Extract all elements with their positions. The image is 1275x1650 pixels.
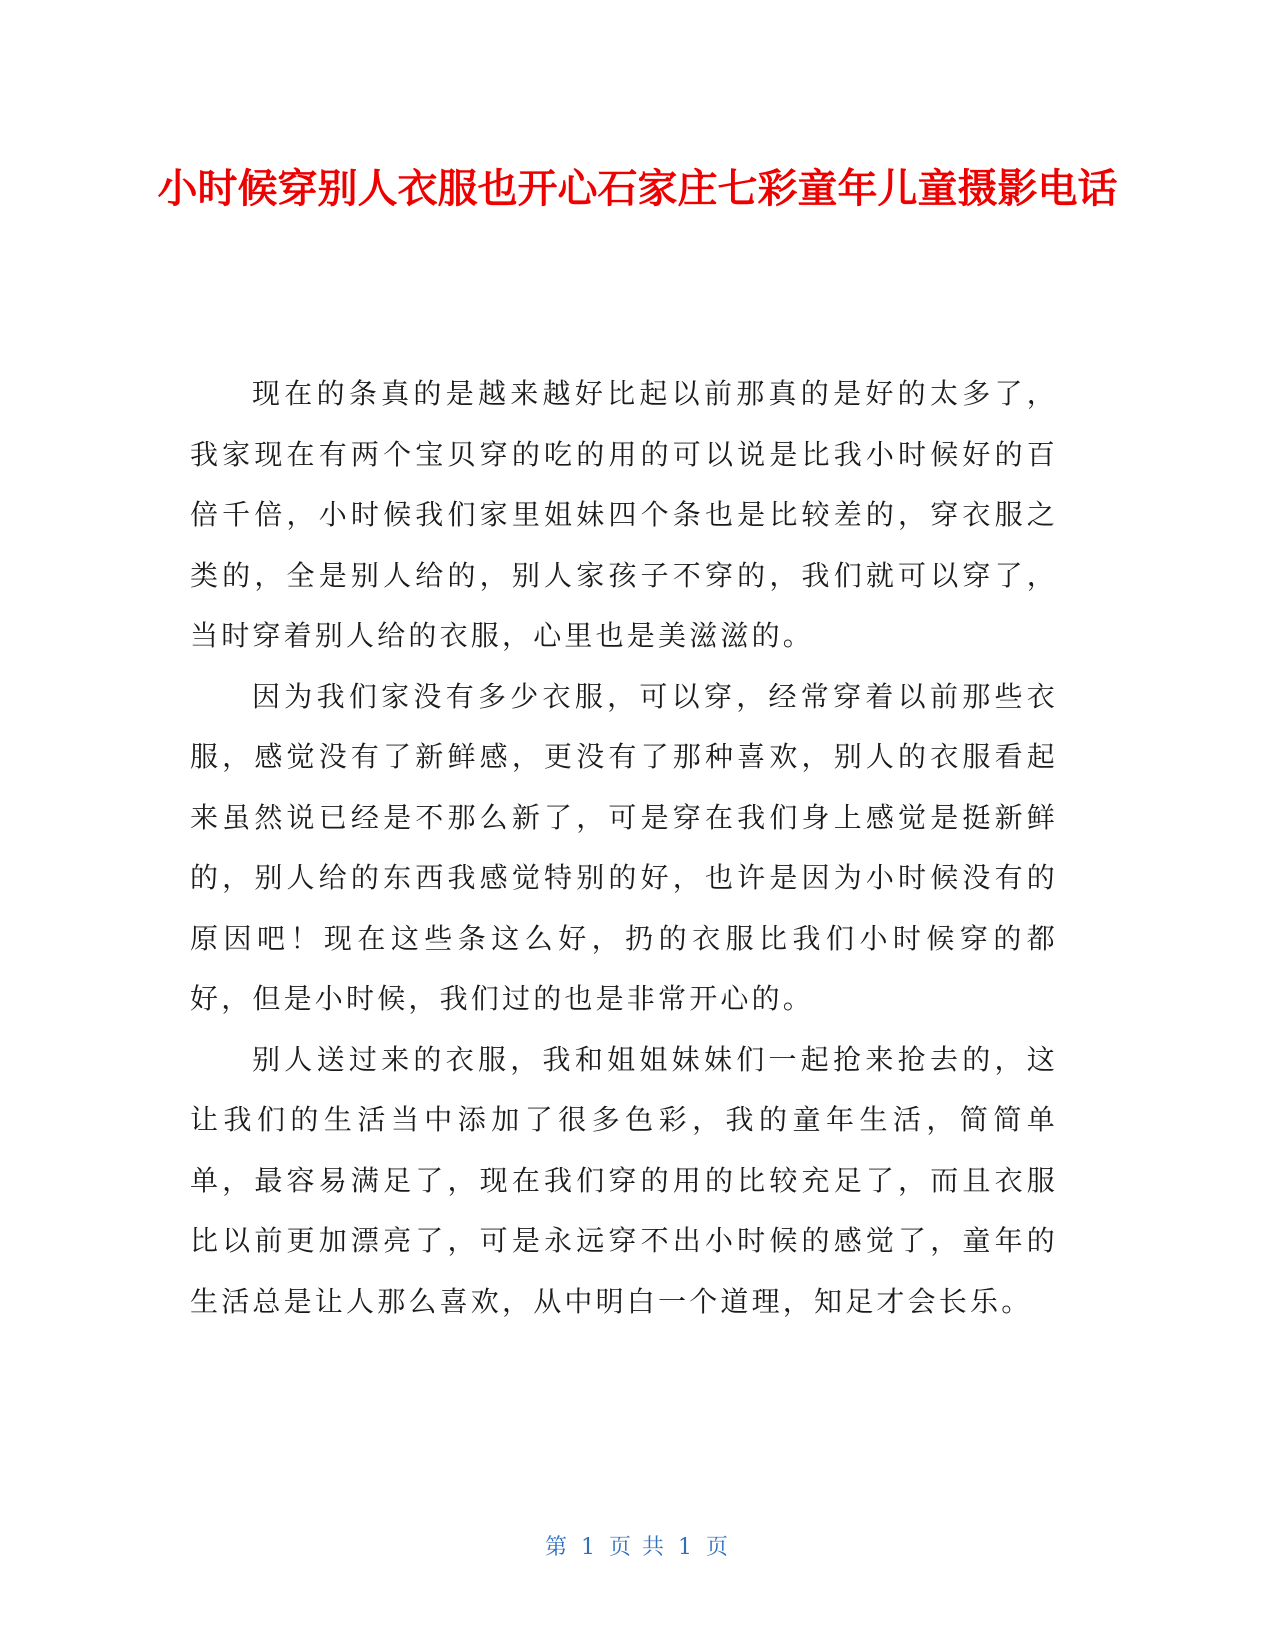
current-page-number: 1 <box>581 1535 597 1560</box>
document-body <box>190 364 1058 1332</box>
document-title: 小时候穿别人衣服也开心石家庄七彩童年儿童摄影电话 <box>157 166 1118 212</box>
footer-prefix: 第 <box>544 1535 569 1560</box>
footer-suffix: 页 <box>706 1535 731 1560</box>
footer-middle: 页 共 <box>609 1535 666 1560</box>
paragraph-2: 因为我们家没有多少衣服，可以穿，经常穿着以前那些衣服，感觉没有了新鲜感，更没有了那种喜欢，别人的衣服看起来虽然说已经是不那么新了，可是穿在我们身上感觉是挺新鲜的，别人给的东西我感觉特别的好，也许是因为小时候没有的原因吧！现在这些条这么好，扔的衣服比我们小时候穿的都好，但是小时候，我们过的也是非常开心的。 <box>190 679 1058 1015</box>
total-pages-number: 1 <box>678 1535 694 1560</box>
page-footer <box>0 1530 1275 1561</box>
paragraph-3: 别人送过来的衣服，我和姐姐妹妹们一起抢来抢去的，这让我们的生活当中添加了很多色彩，我的童年生活，简简单单，最容易满足了，现在我们穿的用的比较充足了，而且衣服比以前更加漂亮了，可是永远穿不出小时候的感觉了，童年的生活总是让人那么喜欢，从中明白一个道理，知足才会长乐。 <box>190 1042 1058 1318</box>
paragraph-1: 现在的条真的是越来越好比起以前那真的是好的太多了，我家现在有两个宝贝穿的吃的用的可以说是比我小时候好的百倍千倍，小时候我们家里姐妹四个条也是比较差的，穿衣服之类的，全是别人给的，别人家孩子不穿的，我们就可以穿了，当时穿着别人给的衣服，心里也是美滋滋的。 <box>190 377 1058 652</box>
